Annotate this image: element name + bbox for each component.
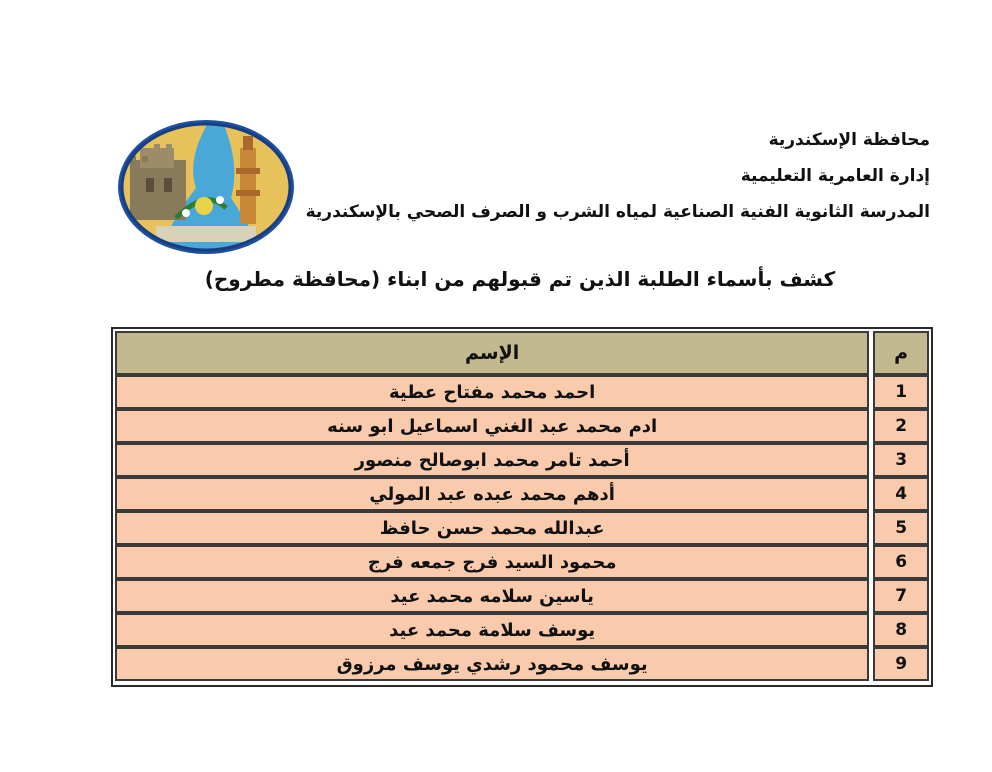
administration-title: إدارة العامرية التعليمية [740, 166, 930, 186]
table-row [115, 647, 929, 681]
row-number: 6 [873, 545, 929, 579]
student-name: يوسف سلامة محمد عيد [115, 613, 869, 647]
row-number: 7 [873, 579, 929, 613]
student-name: محمود السيد فرج جمعه فرج [115, 545, 869, 579]
name-column-header: الإسم [115, 331, 869, 375]
table-row [115, 613, 929, 647]
table-row [115, 375, 929, 409]
header-block [305, 122, 930, 230]
row-number: 5 [873, 511, 929, 545]
table-row [115, 545, 929, 579]
school-logo [116, 118, 296, 256]
school-title: المدرسة الثانوية الفنية الصناعية لمياه الشرب و الصرف الصحي بالإسكندرية [305, 202, 930, 222]
row-number: 2 [873, 409, 929, 443]
number-column-header: م [873, 331, 929, 375]
table-row [115, 443, 929, 477]
governorate-title: محافظة الإسكندرية [768, 130, 930, 150]
student-name: أحمد تامر محمد ابوصالح منصور [115, 443, 869, 477]
row-number: 9 [873, 647, 929, 681]
student-name: احمد محمد مفتاح عطية [115, 375, 869, 409]
student-name: ياسين سلامه محمد عيد [115, 579, 869, 613]
student-name: يوسف محمود رشدي يوسف مرزوق [115, 647, 869, 681]
table-row [115, 579, 929, 613]
students-table [111, 327, 933, 687]
row-number: 1 [873, 375, 929, 409]
student-name: ادم محمد عبد الغني اسماعيل ابو سنه [115, 409, 869, 443]
row-number: 8 [873, 613, 929, 647]
table-row [115, 511, 929, 545]
table-row [115, 409, 929, 443]
table-header-row [115, 331, 929, 375]
student-name: أدهم محمد عبده عبد المولي [115, 477, 869, 511]
table-row [115, 477, 929, 511]
row-number: 3 [873, 443, 929, 477]
student-name: عبدالله محمد حسن حافظ [115, 511, 869, 545]
document-title: كشف بأسماء الطلبة الذين تم قبولهم من ابناء (محافظة مطروح) [204, 267, 836, 291]
row-number: 4 [873, 477, 929, 511]
